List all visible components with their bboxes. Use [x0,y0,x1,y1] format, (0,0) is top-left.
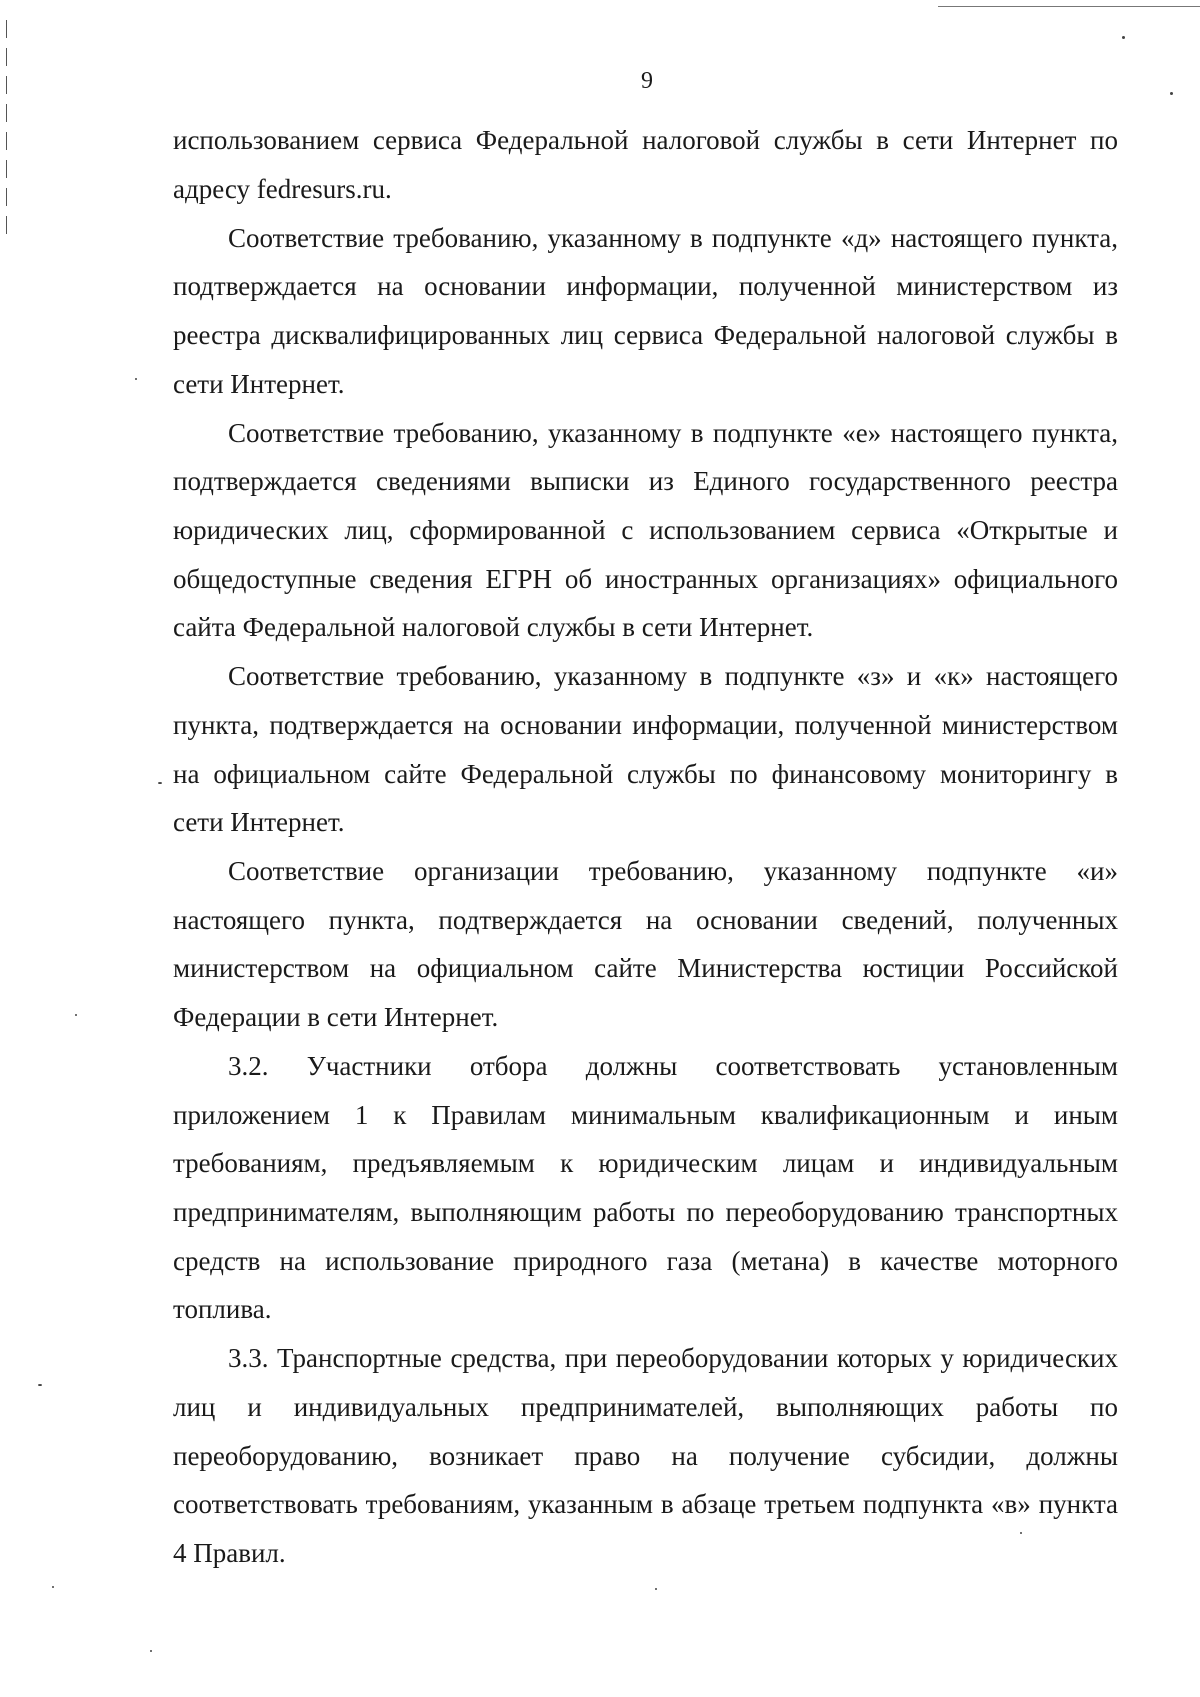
scan-artifact-edge [6,20,7,240]
paragraph-3-3: 3.3. Транспортные средства, при переоборудовании которых у юридических лиц и индивидуальных предпринимателей, выполняющих работы по переоборудованию, возникает право на получение субсидии, должны соответствовать требованиям, указанным в абзаце третьем подпункта «в» пункта 4 Правил. [173,1343,1118,1568]
scan-artifact-line [938,6,1200,7]
paragraph: Соответствие организации требованию, указанному подпункте «и» настоящего пункта, подтверждается на основании сведений, полученных министерством на официальном сайте Министерства юстиции Российской Федерации в сети Интернет. [173,856,1118,1033]
scan-speck [38,1384,42,1386]
paragraph: Соответствие требованию, указанному в подпункте «з» и «к» настоящего пункта, подтверждается на основании информации, полученной министерством на официальном сайте Федеральной службы по финансовому мониторингу в сети Интернет. [173,661,1118,838]
scan-speck [158,782,162,784]
scan-speck [1020,1532,1022,1534]
scan-speck [150,1650,152,1652]
scan-speck [75,1014,77,1016]
scan-speck [135,378,137,380]
scan-speck [52,1586,54,1588]
paragraph-3-2: 3.2. Участники отбора должны соответствовать установленным приложением 1 к Правилам минимальным квалификационным и иным требованиям, предъявляемым к юридическим лицам и индивидуальным предпринимателям, выполняющим работы по переоборудованию транспортных средств на использование природного газа (метана) в качестве моторного топлива. [173,1051,1118,1325]
scan-speck [1170,92,1173,95]
page-number: 9 [641,68,653,94]
scan-speck [1122,36,1125,39]
paragraph-continuation: использованием сервиса Федеральной налоговой службы в сети Интернет по адресу fedresurs.ru. [173,125,1118,204]
document-body [173,116,1118,1577]
paragraph: Соответствие требованию, указанному в подпункте «е» настоящего пункта, подтверждается сведениями выписки из Единого государственного реестра юридических лиц, сформированной с использованием сервиса «Открытые и общедоступные сведения ЕГРН об иностранных организациях» официального сайта Федеральной налоговой службы в сети Интернет. [173,417,1118,643]
scan-speck [655,1588,657,1590]
paragraph: Соответствие требованию, указанному в подпункте «д» настоящего пункта, подтверждается на основании информации, полученной министерством из реестра дисквалифицированных лиц сервиса Федеральной налоговой службы в сети Интернет. [173,222,1118,399]
